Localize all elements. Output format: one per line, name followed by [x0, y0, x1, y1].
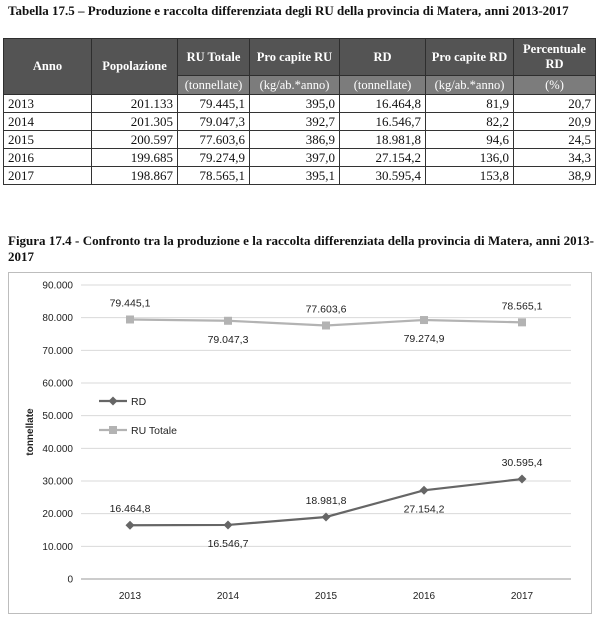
cell-anno: 2014: [4, 113, 92, 131]
header-popolazione: Popolazione: [92, 39, 178, 95]
cell-anno: 2017: [4, 167, 92, 185]
legend-marker-rd: [109, 397, 118, 406]
cell-anno: 2016: [4, 149, 92, 167]
unit-percentuale-rd: (%): [514, 76, 596, 95]
cell-pro-capite-rd: 81,9: [426, 95, 514, 113]
line-chart: [9, 273, 591, 613]
table-row: [4, 131, 596, 149]
cell-rd: 16.464,8: [340, 95, 426, 113]
cell-percentuale-rd: 20,9: [514, 113, 596, 131]
header-rd: RD: [340, 39, 426, 76]
data-label: 30.595,4: [501, 457, 543, 470]
header-pro-capite-ru: Pro capite RU: [250, 39, 340, 76]
x-tick-label: 2013: [118, 591, 142, 602]
cell-popolazione: 198.867: [92, 167, 178, 185]
cell-rd: 16.546,7: [340, 113, 426, 131]
cell-ru-totale: 78.565,1: [178, 167, 250, 185]
table-caption: Tabella 17.5 – Produzione e raccolta differenziata degli RU della provincia di Matera, anni 2013-2017: [8, 3, 569, 18]
cell-pro-capite-ru: 386,9: [250, 131, 340, 149]
cell-pro-capite-ru: 392,7: [250, 113, 340, 131]
cell-pro-capite-ru: 397,0: [250, 149, 340, 167]
data-point-rd: [518, 475, 527, 484]
y-tick-label: 0: [67, 574, 73, 586]
data-label: 79.047,3: [207, 333, 249, 346]
cell-anno: 2015: [4, 131, 92, 149]
cell-pro-capite-ru: 395,1: [250, 167, 340, 185]
y-tick-label: 10.000: [42, 541, 73, 553]
cell-pro-capite-ru: 395,0: [250, 95, 340, 113]
figure-caption: Figura 17.4 - Confronto tra la produzione e la raccolta differenziata della provincia di Matera, anni 2013-2017: [8, 233, 594, 264]
data-point-rd: [126, 521, 135, 530]
y-axis-label: tonnellate: [25, 408, 36, 456]
data-label: 27.154,2: [403, 503, 445, 516]
unit-pro-capite-rd: (kg/ab.*anno): [426, 76, 514, 95]
data-point-ru-totale: [420, 316, 428, 324]
cell-pro-capite-rd: 94,6: [426, 131, 514, 149]
cell-anno: 2013: [4, 95, 92, 113]
cell-rd: 30.595,4: [340, 167, 426, 185]
header-anno: Anno: [4, 39, 92, 95]
x-tick-label: 2014: [216, 591, 240, 602]
data-point-ru-totale: [322, 321, 330, 329]
table-row: [4, 113, 596, 131]
y-tick-label: 60.000: [42, 378, 73, 390]
cell-rd: 18.981,8: [340, 131, 426, 149]
cell-percentuale-rd: 38,9: [514, 167, 596, 185]
cell-rd: 27.154,2: [340, 149, 426, 167]
x-tick-label: 2016: [412, 591, 436, 602]
y-tick-label: 40.000: [42, 443, 73, 455]
y-tick-label: 70.000: [42, 345, 73, 357]
data-label: 16.546,7: [207, 537, 249, 550]
y-tick-label: 80.000: [42, 313, 73, 325]
cell-popolazione: 201.305: [92, 113, 178, 131]
unit-pro-capite-ru: (kg/ab.*anno): [250, 76, 340, 95]
cell-pro-capite-rd: 136,0: [426, 149, 514, 167]
table-row: [4, 95, 596, 113]
data-label: 16.464,8: [109, 503, 151, 516]
legend-marker-ru-totale: [109, 426, 117, 434]
cell-popolazione: 199.685: [92, 149, 178, 167]
y-tick-label: 20.000: [42, 509, 73, 521]
cell-percentuale-rd: 34,3: [514, 149, 596, 167]
data-point-rd: [420, 486, 429, 495]
cell-ru-totale: 79.445,1: [178, 95, 250, 113]
data-point-ru-totale: [518, 318, 526, 326]
cell-ru-totale: 79.274,9: [178, 149, 250, 167]
y-tick-label: 30.000: [42, 476, 73, 488]
header-ru-totale: RU Totale: [178, 39, 250, 76]
cell-percentuale-rd: 24,5: [514, 131, 596, 149]
cell-ru-totale: 77.603,6: [178, 131, 250, 149]
header-pro-capite-rd: Pro capite RD: [426, 39, 514, 76]
data-point-ru-totale: [126, 315, 134, 323]
table-row: [4, 167, 596, 185]
data-label: 77.603,6: [305, 303, 347, 316]
cell-pro-capite-rd: 153,8: [426, 167, 514, 185]
data-label: 18.981,8: [305, 494, 347, 507]
data-label: 79.445,1: [109, 297, 151, 310]
y-tick-label: 50.000: [42, 411, 73, 423]
data-label: 78.565,1: [501, 300, 543, 313]
legend-label: RD: [131, 396, 147, 408]
data-point-ru-totale: [224, 317, 232, 325]
cell-percentuale-rd: 20,7: [514, 95, 596, 113]
data-point-rd: [224, 520, 233, 529]
cell-ru-totale: 79.047,3: [178, 113, 250, 131]
chart-frame: [8, 272, 592, 614]
unit-rd: (tonnellate): [340, 76, 426, 95]
cell-popolazione: 201.133: [92, 95, 178, 113]
legend-label: RU Totale: [131, 425, 177, 437]
cell-popolazione: 200.597: [92, 131, 178, 149]
table-row: [4, 149, 596, 167]
table-header-row: [4, 39, 596, 76]
data-table: [3, 38, 596, 185]
data-label: 79.274,9: [403, 333, 445, 346]
header-percentuale-rd: Percentuale RD: [514, 39, 596, 76]
x-tick-label: 2017: [510, 591, 534, 602]
x-tick-label: 2015: [314, 591, 338, 602]
cell-pro-capite-rd: 82,2: [426, 113, 514, 131]
y-tick-label: 90.000: [42, 280, 73, 292]
unit-ru-totale: (tonnellate): [178, 76, 250, 95]
